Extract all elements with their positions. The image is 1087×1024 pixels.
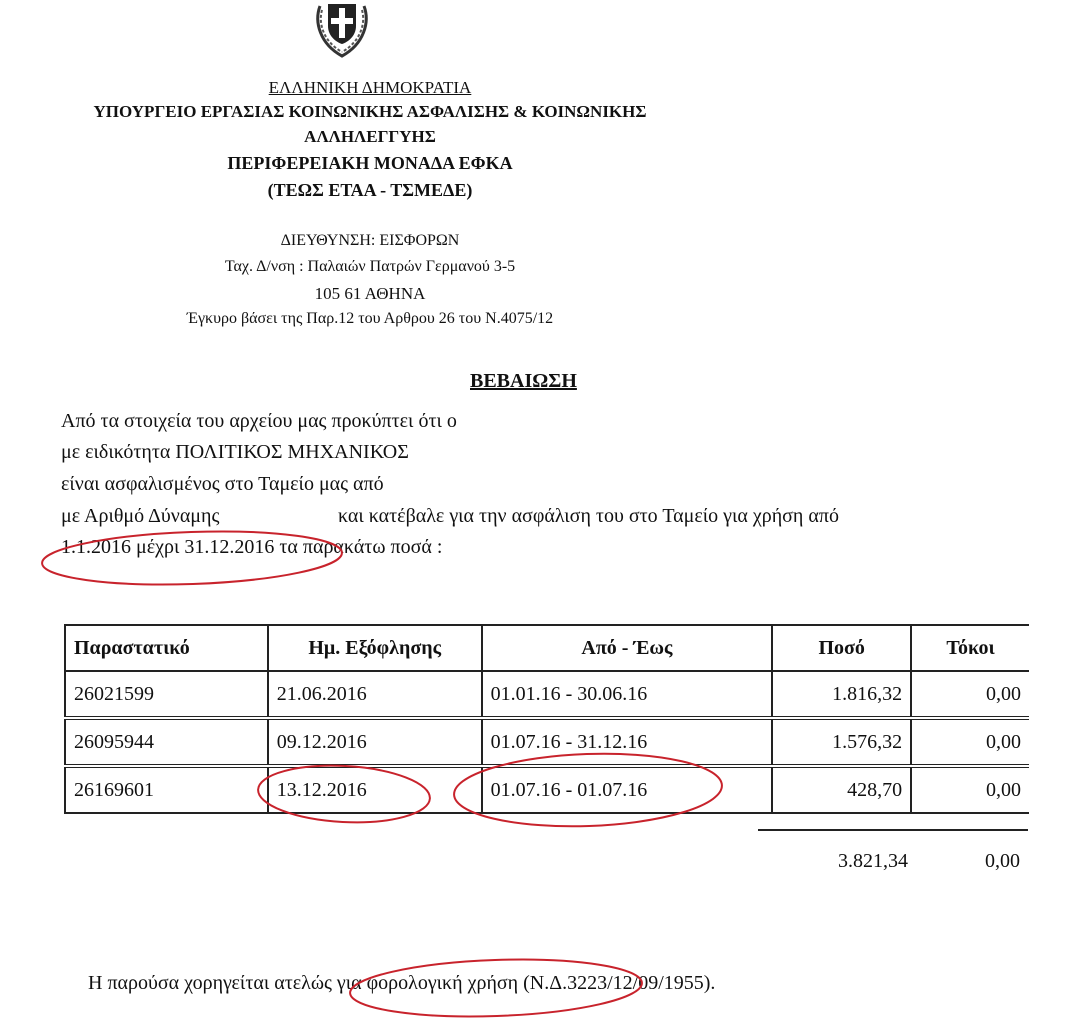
postal-address: Ταχ. Δ/νση : Παλαιών Πατρών Γερμανού 3-5 [224, 258, 516, 275]
annotation-circle-period-range [453, 749, 723, 830]
column-header-period: Από - Έως [482, 625, 773, 671]
ministry-line-2: ΑΛΛΗΛΕΓΓΥΗΣ [304, 127, 436, 146]
cell-amount: 1.816,32 [772, 671, 911, 718]
city-postcode: 105 61 ΑΘΗΝΑ [314, 284, 426, 303]
column-header-payment-date: Ημ. Εξόφλησης [268, 625, 482, 671]
cell-document: 26095944 [65, 718, 268, 766]
cell-period: 01.01.16 - 30.06.16 [482, 671, 773, 718]
cell-amount: 428,70 [772, 766, 911, 813]
cell-interest: 0,00 [911, 718, 1029, 766]
cell-payment-date: 13.12.2016 [268, 766, 482, 813]
body-line-3: είναι ασφαλισμένος στο Ταμείο μας από [61, 473, 384, 495]
column-header-interest: Τόκοι [911, 625, 1029, 671]
regional-unit: ΠΕΡΙΦΕΡΕΙΑΚΗ ΜΟΝΑΔΑ ΕΦΚΑ [227, 153, 513, 173]
cell-payment-date: 21.06.2016 [268, 671, 482, 718]
cell-interest: 0,00 [911, 671, 1029, 718]
footer-note: Η παρούσα χορηγείται ατελώς για φορολογική χρήση (Ν.Δ.3223/12/09/1955). [88, 972, 716, 994]
annotation-circle-tax-use [349, 955, 643, 1021]
total-amount: 3.821,34 [838, 850, 908, 872]
document-title: ΒΕΒΑΙΩΣΗ [470, 370, 577, 392]
fund-name: (ΤΕΩΣ ΕΤΑΑ - ΤΣΜΕΔΕ) [267, 180, 473, 200]
cell-document: 26021599 [65, 671, 268, 718]
department: ΔΙΕΥΘΥΝΣΗ: ΕΙΣΦΟΡΩΝ [280, 232, 460, 249]
body-line-2: με ειδικότητα ΠΟΛΙΤΙΚΟΣ ΜΗΧΑΝΙΚΟΣ [61, 441, 409, 463]
cell-document: 26169601 [65, 766, 268, 813]
cell-payment-date: 09.12.2016 [268, 718, 482, 766]
cell-interest: 0,00 [911, 766, 1029, 813]
cell-period: 01.07.16 - 31.12.16 [482, 718, 773, 766]
republic-heading: ΕΛΛΗΝΙΚΗ ΔΗΜΟΚΡΑΤΙΑ [268, 78, 472, 97]
cell-amount: 1.576,32 [772, 718, 911, 766]
column-header-amount: Ποσό [772, 625, 911, 671]
body-line-4-label: με Αριθμό Δύναμης [61, 505, 220, 527]
ministry-line-1: ΥΠΟΥΡΓΕΙΟ ΕΡΓΑΣΙΑΣ ΚΟΙΝΩΝΙΚΗΣ ΑΣΦΑΛΙΣΗΣ & ΚΟΙΝΩΝΙΚΗΣ [93, 102, 647, 121]
annotation-circle-period [41, 527, 343, 589]
column-header-document: Παραστατικό [65, 625, 268, 671]
annotation-circle-payment-date [257, 762, 432, 827]
validity-note: Έγκυρο βάσει της Παρ.12 του Αρθρου 26 του Ν.4075/12 [186, 310, 554, 327]
body-line-5: 1.1.2016 μέχρι 31.12.2016 τα παρακάτω ποσά : [61, 536, 443, 558]
total-interest: 0,00 [985, 850, 1020, 872]
body-line-1: Από τα στοιχεία του αρχείου μας προκύπτει ότι ο [61, 410, 457, 432]
cell-period: 01.07.16 - 01.07.16 [482, 766, 773, 813]
body-line-4-text: και κατέβαλε για την ασφάλιση του στο Ταμείο για χρήση από [338, 505, 839, 527]
